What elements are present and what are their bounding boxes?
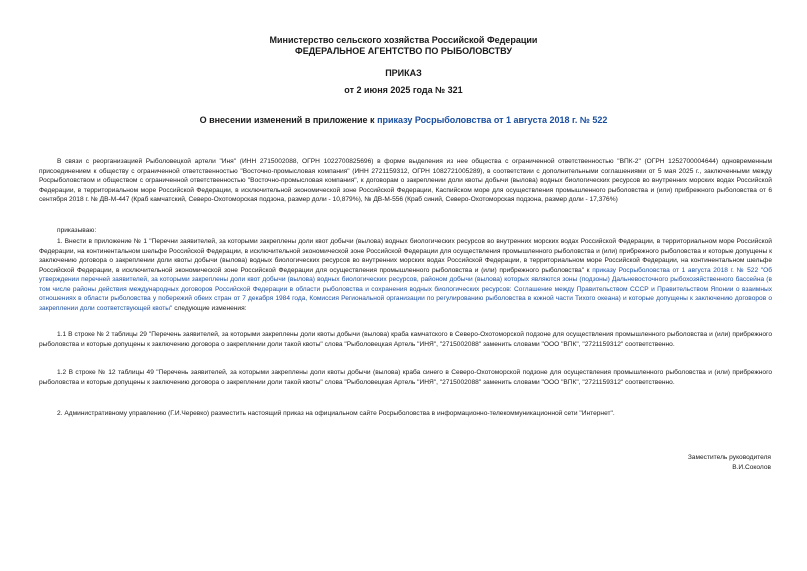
title-prefix: О внесении изменений в приложение к — [199, 115, 378, 125]
order-word: приказываю: — [57, 227, 97, 234]
item-2-paragraph: 2. Административному управлению (Г.И.Черевко) разместить настоящий приказ на официальном сайте Росрыболовства в информационно-телекоммуникационной сети "Интернет". — [57, 410, 615, 417]
document-date-number: от 2 июня 2025 года № 321 — [344, 85, 463, 95]
item-1-paragraph — [39, 237, 772, 313]
ministry-name: Министерство сельского хозяйства Российской Федерации — [269, 35, 538, 45]
item-1-text: 1. Внести в приложение № 1 "Перечни заявителей, за которыми закреплены доли квот добычи (вылова) водных биологических ресурсов во внутренних морских водах Российской Федерации, в территориальном море Российской Федерации, на континентальном шельфе Российской Федерации, в исключительной экономической зоне Российской Федерации для осуществления промышленного рыболовства и (или) прибрежного рыболовства и которые допущены к заключению договора о закреплении доли квоты добычи (вылова) водных биологических ресурсов во внутренних морских водах Российской Федерации, в территориальном море Российской Федерации, на континентальном шельфе Российской Федерации, в исключительной экономической зоне Российской Федерации для осуществления промышленного рыболовства и (или) прибрежного рыболовства" к — [39, 238, 772, 274]
preamble-paragraph: В связи с реорганизацией Рыболовецкой артели "Иня" (ИНН 2715002088, ОГРН 1022700825696) в форме выделения из нее общества с ограниченной ответственностью "ВПК-2" (ОГРН 1252700004644) одновременным присоединением к обществу с ограниченной ответственностью "Восточно-промысловая компания" (ИНН 2721159312, ОГРН 1082721005289), в соответствии с дополнительными соглашениями от 5 мая 2025 г., заключенными между Росрыболовством и обществом с ограниченной ответственностью "Восточно-промысловая компания", к договорам о закреплении доли квоты добычи (вылова) водных биологических ресурсов во внутренних морских водах Российской Федерации, в территориальном море Российской Федерации, в исключительной экономической зоне Российской Федерации, Каспийском море для осуществления промышленного рыболовства и (или) прибрежного рыболовства от 6 сентября 2018 г. № ДВ-М-447 (Краб камчатский, Северо-Охотоморская подзона, размер доли - 10,879%), № ДВ-М-556 (Краб синий, Северо-Охотоморская подзона, размер доли - 17,376%) — [39, 158, 772, 203]
item-1-1-paragraph: 1.1 В строке № 2 таблицы 29 "Перечень заявителей, за которыми закреплены доли квоты добычи (вылова) краба камчатского в Северо-Охотоморской подзоне для осуществления промышленного рыболовства и (или) прибрежного рыболовства и которые допущены к заключению договора о закреплении доли такой квоты" слова "Рыболовецкая Артель "ИНЯ", "2715002088" заменить словами "ООО "ВПК", "2721159312" соответственно. — [39, 331, 772, 348]
signatory-name: В.И.Соколов — [732, 464, 771, 471]
title-order-link[interactable]: приказу Росрыболовства от 1 августа 2018 г. № 522 — [377, 115, 608, 125]
order-522-link[interactable]: приказу Росрыболовства от 1 августа 2018 г. № 522 — [592, 266, 759, 274]
item-1-ending: следующие изменения: — [172, 304, 247, 312]
document-type: ПРИКАЗ — [385, 68, 422, 78]
item-1-2-paragraph: 1.2 В строке № 12 таблицы 49 "Перечень заявителей, за которыми закреплены доли квоты добычи (вылова) краба синего в Северо-Охотоморской подзоне для осуществления промышленного рыболовства и (или) прибрежного рыболовства и которые допущены к заключению договора о закреплении доли такой квоты" слова "Рыболовецкая Артель "ИНЯ", "2715002088" заменить словами "ООО "ВПК", "2721159312" соответственно. — [39, 369, 772, 386]
order-522-title-link[interactable]: "Об утверждении перечней заявителей, за которыми закреплены доли квот добычи (вылова) водных биологических ресурсов, районом добычи (вылова) которых являются зоны (подзоны) Дальневосточного рыбохозяйственного бассейна (в том числе районы действия международных договоров Российской Федерации в области рыболовства и сохранения водных биологических ресурсов: Соглашение между Правительством СССР и Правительством Японии о взаимных отношениях в области рыболовства у побережий обеих стран от 7 декабря 1984 года, Комиссия Региональной организации по регулированию рыболовства в южной части Тихого океана) и которые допущены к заключению договоров о закреплении доли соответствующей квоты" — [39, 266, 773, 312]
agency-name: ФЕДЕРАЛЬНОЕ АГЕНТСТВО ПО РЫБОЛОВСТВУ — [295, 46, 512, 56]
document-title — [0, 115, 807, 126]
signatory-position: Заместитель руководителя — [687, 454, 771, 461]
